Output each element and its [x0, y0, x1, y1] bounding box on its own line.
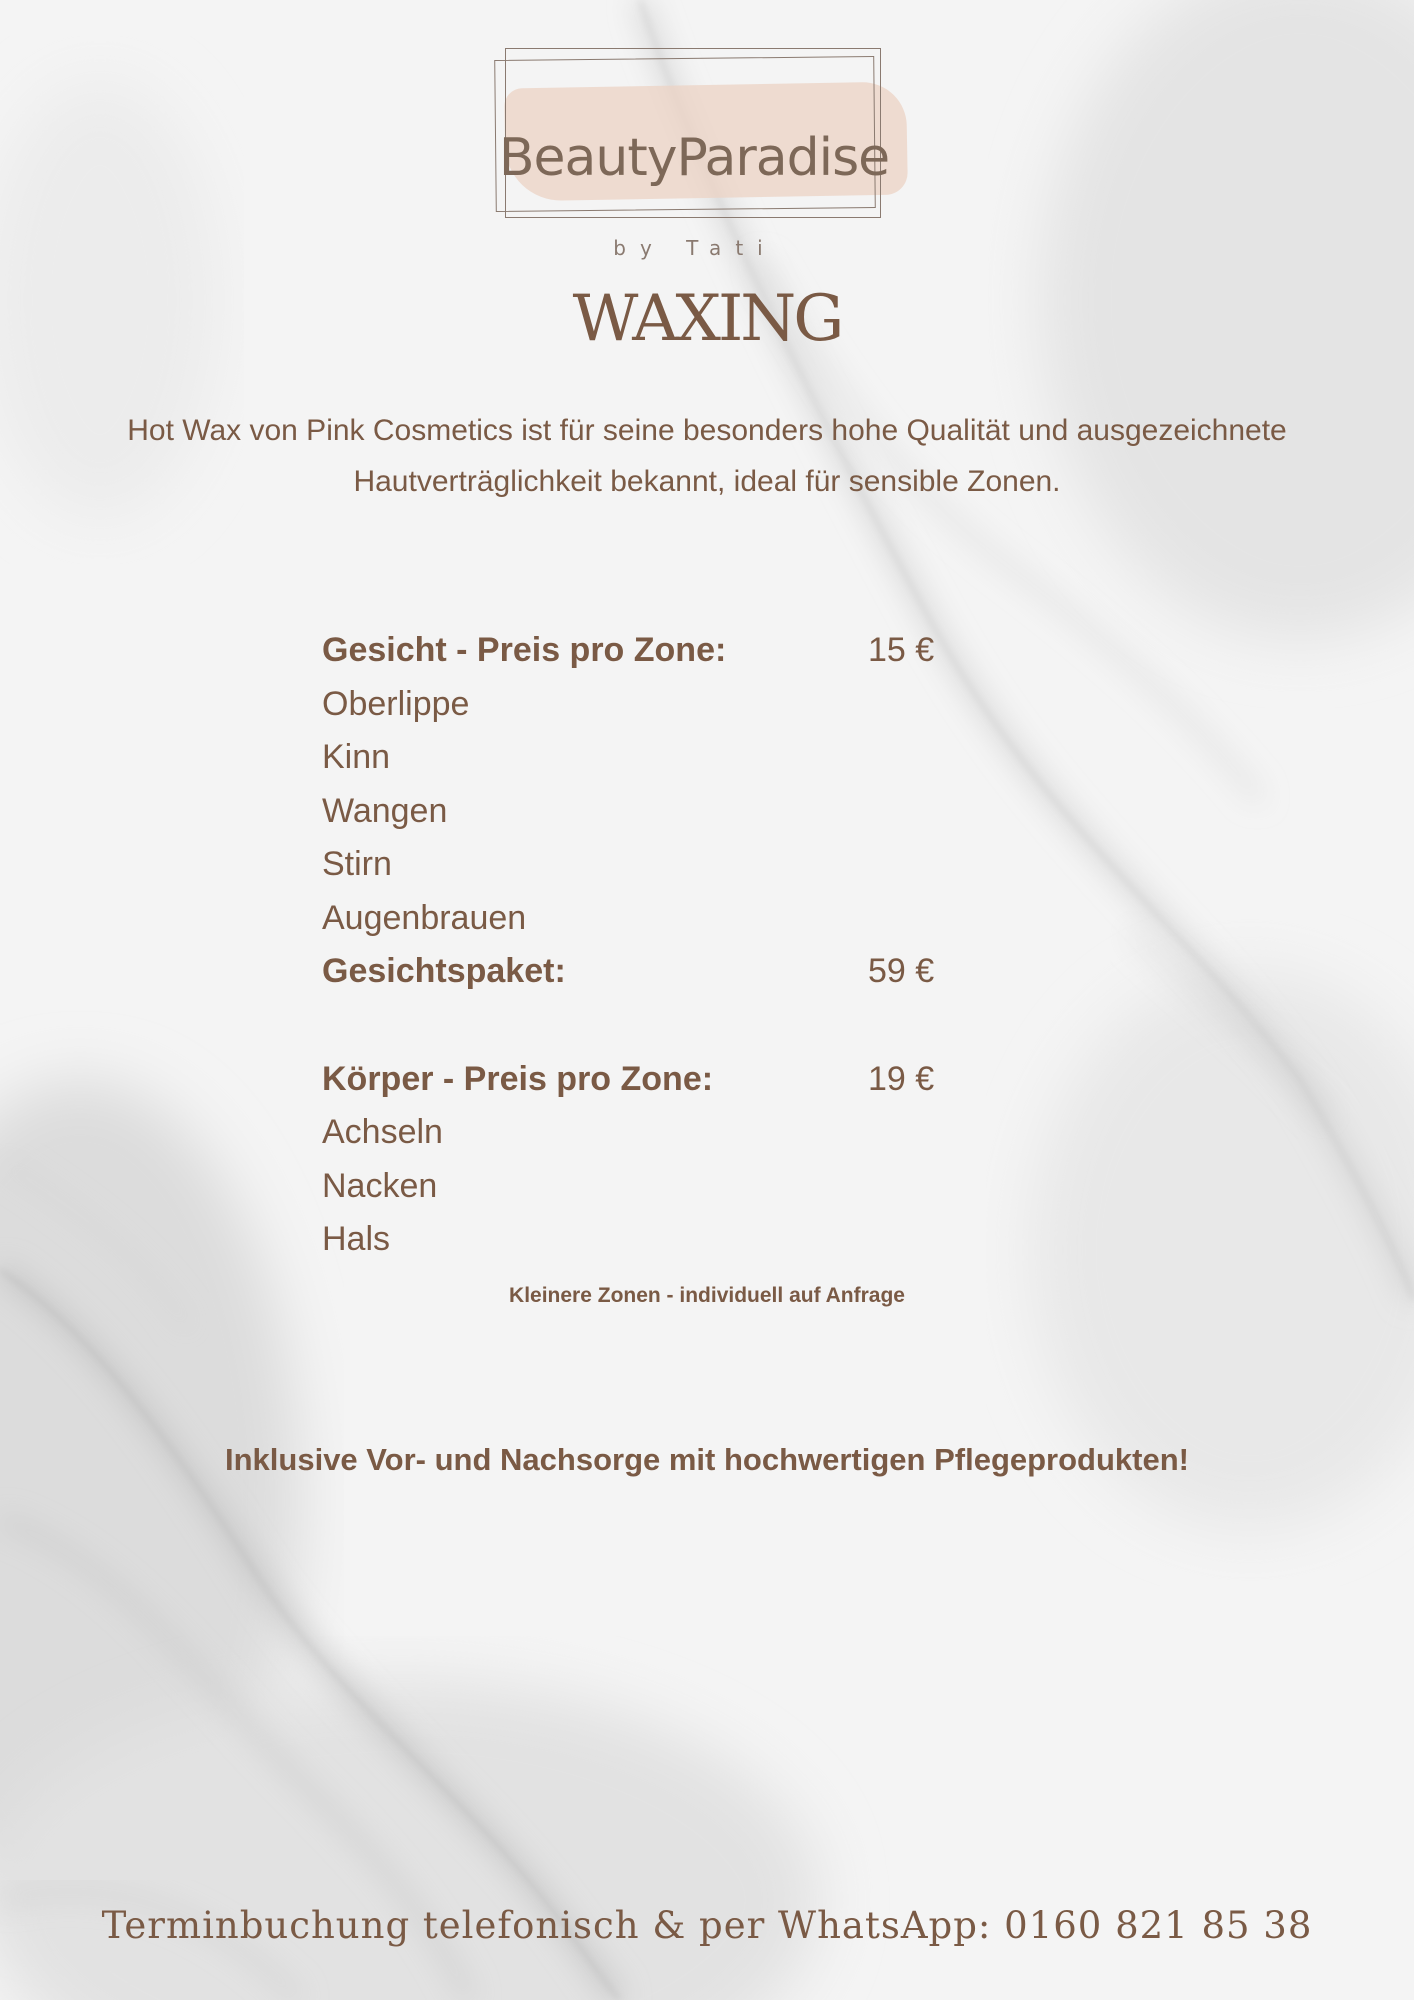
logo-name: BeautyParadise	[498, 128, 890, 188]
body-zone-label: Hals	[322, 1220, 391, 1258]
list-item	[322, 892, 1082, 946]
face-zone-label: Stirn	[322, 845, 392, 883]
logo-subtitle: by Tati	[613, 236, 777, 260]
page-title: WAXING	[572, 282, 842, 356]
body-zone-label: Nacken	[322, 1166, 438, 1205]
brand-logo	[495, 42, 890, 260]
price-list	[322, 624, 1082, 1267]
face-zone-label: Wangen	[322, 791, 448, 830]
face-zone-label: Oberlippe	[322, 684, 470, 723]
intro-text: Hot Wax von Pink Cosmetics ist für seine besonders hohe Qualität und ausgezeichnete Hautverträglichkeit bekannt, ideal für sensible Zonen.	[127, 414, 1287, 498]
list-item	[322, 678, 1082, 732]
body-zone-label: Achseln	[322, 1113, 443, 1151]
body-header: Körper - Preis pro Zone:	[322, 1059, 714, 1098]
aftercare-highlight: Inklusive Vor- und Nachsorge mit hochwertigen Pflegeprodukten!	[225, 1442, 1189, 1477]
list-item	[322, 731, 1082, 785]
face-header-row	[322, 624, 1082, 678]
body-price: 19 €	[868, 1059, 935, 1098]
face-header: Gesicht - Preis pro Zone:	[322, 631, 727, 669]
list-item	[322, 1160, 1082, 1214]
face-price: 15 €	[868, 631, 935, 669]
face-zone-label: Augenbrauen	[322, 898, 527, 937]
small-zones-note: Kleinere Zonen - individuell auf Anfrage	[509, 1284, 905, 1307]
list-item	[322, 785, 1082, 839]
list-item	[322, 838, 1082, 892]
package-row	[322, 945, 1082, 999]
list-item	[322, 1106, 1082, 1160]
package-price: 59 €	[868, 952, 935, 990]
spacer	[322, 999, 1082, 1053]
booking-contact: Terminbuchung telefonisch & per WhatsApp: 0160 821 85 38	[101, 1904, 1313, 1947]
face-zone-label: Kinn	[322, 738, 391, 776]
list-item	[322, 1213, 1082, 1267]
package-label: Gesichtspaket:	[322, 952, 566, 990]
body-header-row	[322, 1053, 1082, 1107]
